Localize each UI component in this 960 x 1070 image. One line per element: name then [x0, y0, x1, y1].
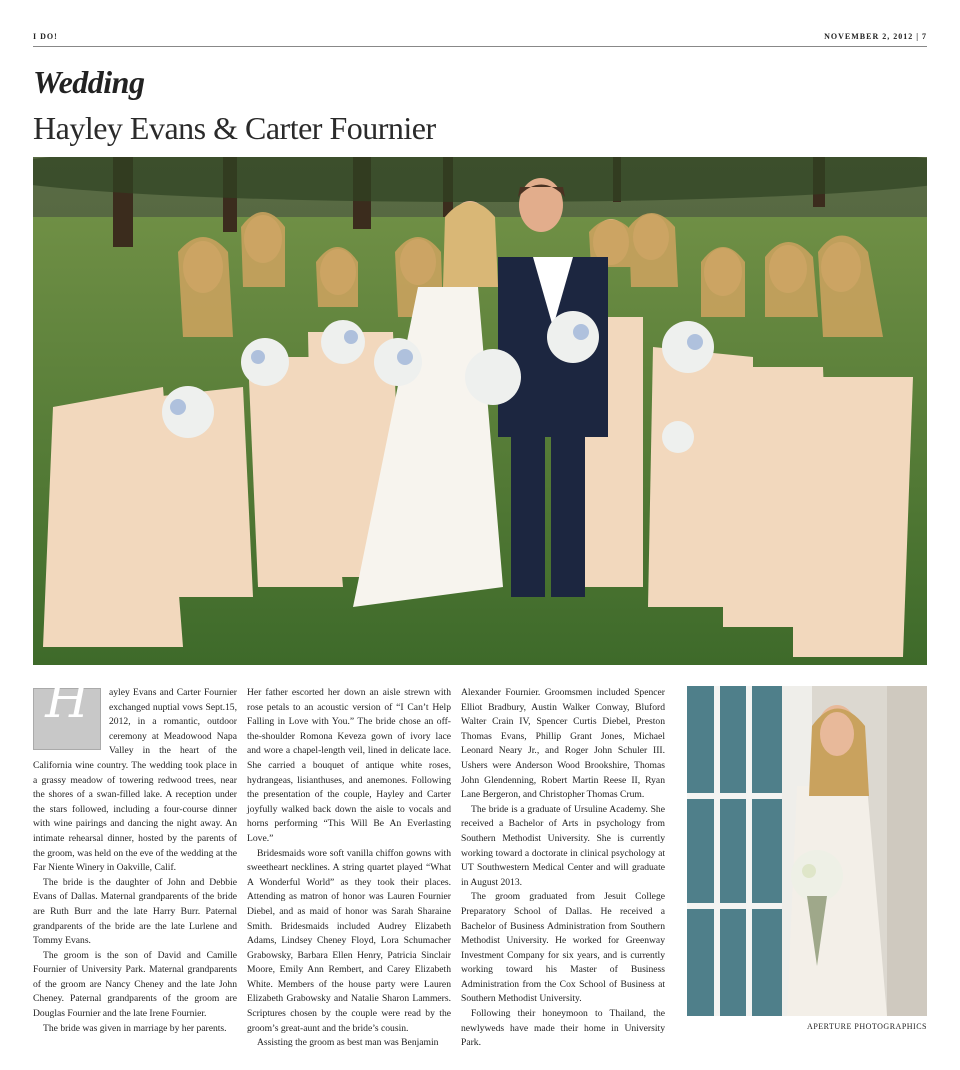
paragraph: [33, 671, 237, 876]
paragraph-text: ayley Evans and Carter Fournier exchanged nuptial vows Sept.15, 2012, in a romantic, outdoor ceremony at Meadowood Napa Valley in the heart of the California wine country. The wedding took place in a grassy meadow of towering redwood trees, near the shores of a swan-filled lake. A reception under the stars followed, including a four-course dinner with wine pairings and dancing the night away. An intimate rehearsal dinner, hosted by the parents of the groom, was held on the eve of the wedding at the Far Niente Winery in Oakville, Calif.: [33, 687, 237, 874]
paragraph: Following their honeymoon to Thailand, the newlyweds have made their home in University Park.: [461, 1008, 665, 1049]
bride-portrait-photo: [687, 686, 927, 1016]
article-column-3: [461, 686, 665, 1051]
paragraph: The groom is the son of David and Camille Fournier of University Park. Maternal grandparents of the groom are Nancy Cheney and the late John Cheney. Paternal grandparents of the groom are Douglas Fournier and the late Irene Fournier.: [33, 949, 237, 1020]
drop-cap: H: [33, 688, 101, 750]
paragraph: The bride was given in marriage by her parents.: [43, 1022, 227, 1034]
paragraph: The bride is a graduate of Ursuline Academy. She received a Bachelor of Arts in psychology from Southern Methodist University. She is currently working toward a doctorate in clinical psychology at UT Southwestern Medical Center and will graduate in August 2013.: [461, 803, 665, 888]
paragraph: Bridesmaids wore soft vanilla chiffon gowns with sweetheart necklines. A string quartet played “What A Wonderful World” as they took their places. Attending as matron of honor was Lauren Fournier Diebel, and as maid of honor was Sarah Sharaine Smith. Bridesmaids included Audrey Elizabeth Adams, Lindsey Cheney Floyd, Lora Schumacher Grabowsky, Barbara Ellen Henry, Patricia Sinclair Moore, Emily Ann Rembert, and Carey Elizabeth White. Members of the house party were Lauren Elizabeth Grabowsky and Natalie Sharon Lammers. Scriptures chosen by the couple were read by the groom’s great-aunt and the bride’s cousin.: [247, 847, 451, 1034]
headline: Hayley Evans & Carter Fournier: [33, 110, 436, 146]
paragraph: Alexander Fournier. Groomsmen included Spencer Elliot Bradbury, Austin Walker Conway, Bluford Walter Crain IV, Spencer Curtis Diebel, Preston Thomas Evans, Phillip Grant Jones, Michael Leonard Neary Jr., and Roger John Schuler III. Ushers were Anderson Wood Brookshire, Thomas John Glendenning, Robert Martin Reese II, Ryan Lane Bergeron, and Christopher Thomas Crum.: [461, 687, 665, 801]
paragraph: The bride is the daughter of John and Debbie Evans of Dallas. Maternal grandparents of the bride are Ruth Burr and the late Harry Burr. Paternal grandparents of the bride are the late Lurlene and Tommy Evans.: [33, 876, 237, 947]
article-column-1: [33, 671, 237, 1036]
paragraph: The groom graduated from Jesuit College Preparatory School of Dallas. He received a Bachelor of Business Administration from Southern Methodist University. He worked for Greenway Investment Company for six years, and is currently working toward his Master of Business Administration from the Cox School of Business at Southern Methodist University.: [461, 891, 665, 1005]
section-label: Wedding: [33, 64, 145, 100]
paragraph: Assisting the groom as best man was Benjamin: [257, 1037, 439, 1049]
paragraph: Her father escorted her down an aisle strewn with rose petals to an acoustic version of “I Can’t Help Falling in Love with You.” The bride chose an off-the-shoulder Romona Keveza gown of ivory lace and wore a chapel-length veil, lined in delicate lace. She carried a bouquet of antique white roses, hydrangeas, lisianthuses, and anemones. Following the presentation of the couple, Hayley and Carter joyfully walked back down the aisle to vocals and horns performing “This Will Be An Everlasting Love.”: [247, 687, 451, 844]
article-column-2: [247, 686, 451, 1051]
page-header: [33, 30, 927, 47]
date-page-number: NOVEMBER 2, 2012 | 7: [824, 32, 927, 41]
publication-name: I DO!: [33, 32, 58, 41]
photo-credit: APERTURE PHOTOGRAPHICS: [807, 1022, 927, 1031]
wedding-party-photo: [33, 157, 927, 665]
